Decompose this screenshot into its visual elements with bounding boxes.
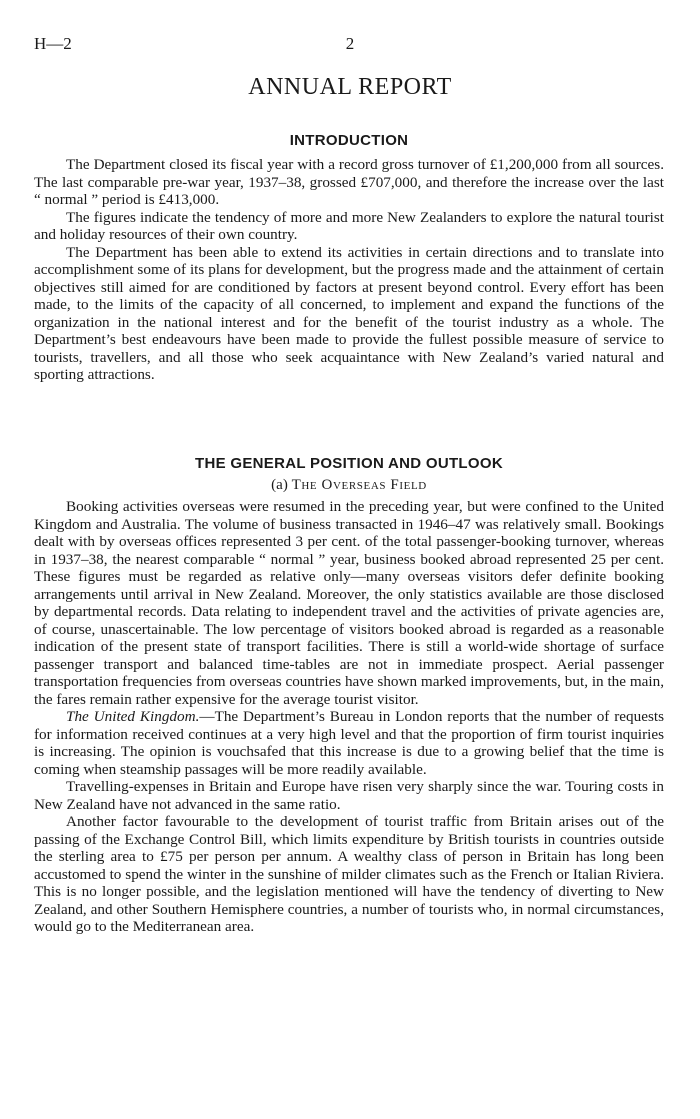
- overseas-paragraph: Booking activities overseas were resumed in the preceding year, but were confined to the United Kingdom and Australia. The volume of business transacted in 1946–47 was relatively small. Bookings dealt with by overseas offices represented 3 per cent. of the total passenger-booking turnover, whereas in 1937–38, the nearest comparable “ normal ” year, business booked abroad represented 25 per cent. These figures must be regarded as relative only—many overseas visitors defer definite booking arrangements until arrival in New Zealand. Moreover, the only statistics available are those disclosed by departmental records. Data relating to independent travel and the activities of private agencies are, of course, unascertainable. The low percentage of visitors booked abroad is regarded as a reasonable indication of the present state of transport facilities. There is still a world-wide shortage of surface passenger transport and balanced time-tables are not in immediate prospect. Aerial passenger transportation frequencies from overseas countries have shown marked improvements, but, in the main, the fares remain rather expensive for the average tourist visitor.: [34, 498, 664, 708]
- general-position-section: [34, 455, 664, 936]
- general-position-heading: THE GENERAL POSITION AND OUTLOOK: [195, 455, 503, 472]
- expenses-paragraph: Travelling-expenses in Britain and Europe have risen very sharply since the war. Touring costs in New Zealand have not advanced in the same ratio.: [34, 778, 664, 813]
- report-code: H—2: [34, 34, 72, 53]
- intro-paragraph: The Department has been able to extend its activities in certain directions and to translate into accomplishment some of its plans for development, but the progress made and the attainment of certain objectives still aimed for are conditioned by factors at present beyond control. Every effort has been made, to the limits of the capacity of all concerned, to implement and expand the functions of the organization in the national interest and for the benefit of the tourist industry as a whole. The Department’s best endeavours have been made to provide the fullest possible measure of service to tourists, travellers, and all those who seek acquaintance with New Zealand’s varied natural and sporting attractions.: [34, 243, 664, 383]
- introduction-section: [34, 132, 664, 384]
- subheading-prefix: (a): [271, 477, 288, 493]
- intro-paragraph: The figures indicate the tendency of more and more New Zealanders to explore the natural tourist and holiday resources of their own country.: [34, 208, 664, 243]
- uk-paragraph: [34, 708, 664, 778]
- subheading-label: The Overseas Field: [291, 477, 427, 493]
- overseas-field-subheading: [34, 477, 664, 494]
- exchange-control-paragraph: Another factor favourable to the development of tourist traffic from Britain arises out of the passing of the Exchange Control Bill, which limits expenditure by British tourists in countries outside the sterling area to £75 per person per annum. A wealthy class of person in Britain has long been accustomed to spend the winter in the sunshine of milder climates such as the French or Italian Riviera. This is no longer possible, and the legislation mentioned will have the tendency of diverting to New Zealand, and other Southern Hemisphere countries, a number of tourists who, in normal circumstances, would go to the Mediterranean area.: [34, 813, 664, 935]
- uk-label: The United Kingdom.: [66, 708, 200, 725]
- uk-text: —The Department’s Bureau in London reports that the number of requests for information received continues at a very high level and that the proportion of firm tourist inquiries is increasing. The opinion is vouchsafed that this increase is due to a growing belief that the time is coming when steamship passages will be more readily available.: [34, 708, 664, 778]
- introduction-heading: INTRODUCTION: [289, 132, 409, 149]
- page-number: 2: [345, 34, 355, 53]
- intro-paragraph: The Department closed its fiscal year with a record gross turnover of £1,200,000 from all sources. The last comparable pre-war year, 1937–38, grossed £707,000, and therefore the increase over the last “ normal ” period is £413,000.: [34, 156, 664, 208]
- page-title: ANNUAL REPORT: [248, 74, 452, 100]
